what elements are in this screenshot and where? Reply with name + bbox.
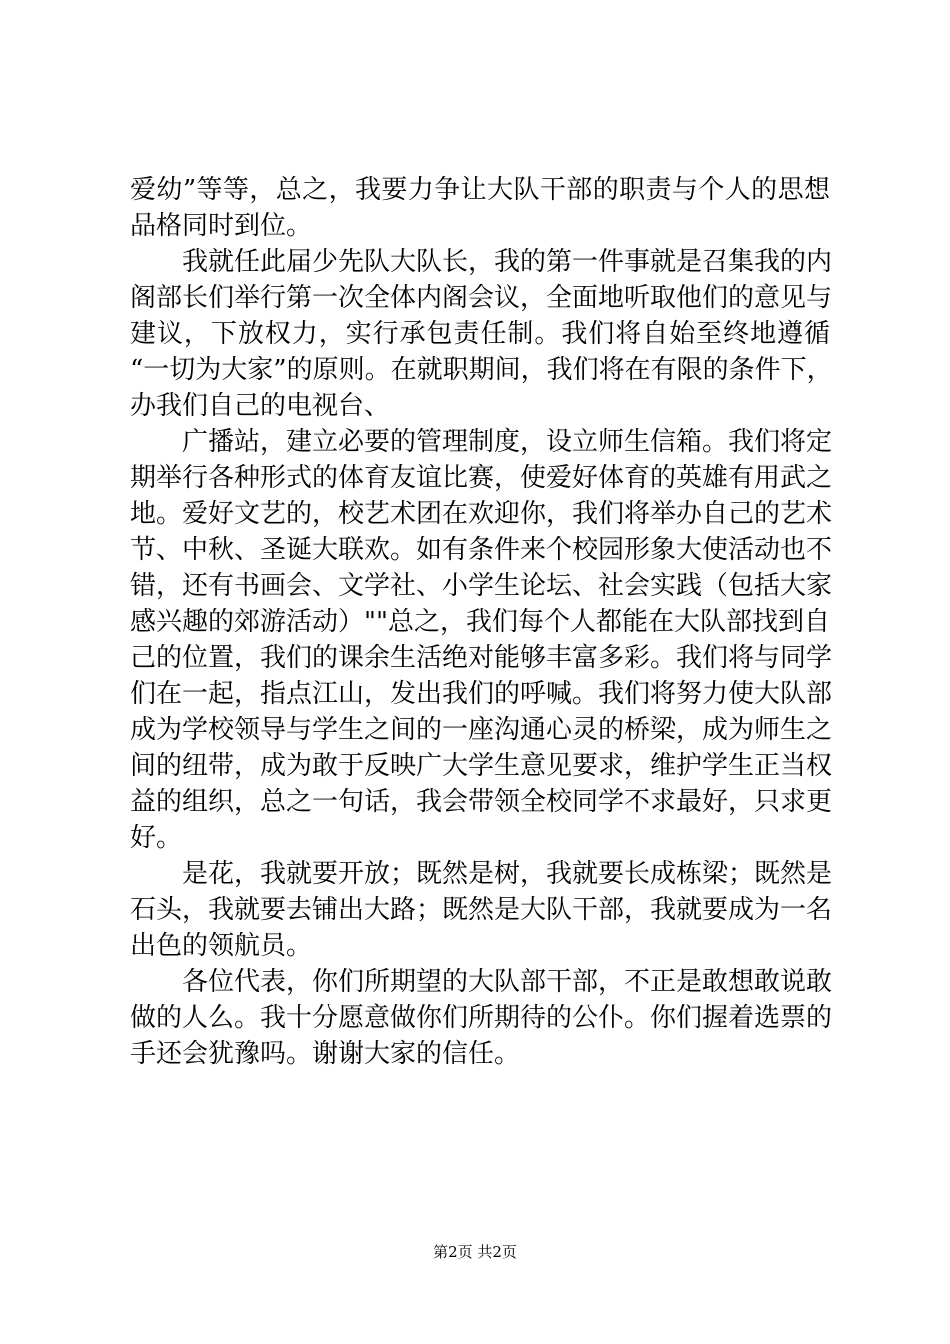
text-line: 们在一起，指点江山，发出我们的呼喊。我们将努力使大队部 — [130, 679, 833, 709]
text-line: 建议，下放权力，实行承包责任制。我们将自始至终地遵循 — [130, 319, 830, 349]
text-line: 阁部长们举行第一次全体内阁会议，全面地听取他们的意见与 — [130, 283, 833, 313]
text-line: 错，还有书画会、文学社、小学生论坛、社会实践（包括大家 — [130, 571, 833, 601]
text-line: 地。爱好文艺的，校艺术团在欢迎你，我们将举办自己的艺术 — [130, 499, 833, 529]
text-line: 己的位置，我们的课余生活绝对能够丰富多彩。我们将与同学 — [130, 643, 833, 673]
text-line: 品格同时到位。 — [130, 211, 313, 241]
text-line: 石头，我就要去铺出大路；既然是大队干部，我就要成为一名 — [130, 895, 833, 925]
text-line: 成为学校领导与学生之间的一座沟通心灵的桥梁，成为师生之 — [130, 715, 833, 745]
page-number-footer: 第2页 共2页 — [433, 1243, 517, 1261]
text-line: 爱幼”等等，总之，我要力争让大队干部的职责与个人的思想 — [130, 175, 830, 205]
text-line: 广播站，建立必要的管理制度，设立师生信箱。我们将定 — [182, 427, 833, 457]
text-line: 间的纽带，成为敢于反映广大学生意见要求，维护学生正当权 — [130, 751, 833, 781]
paragraph-4 — [130, 856, 833, 964]
text-line: 手还会犹豫吗。谢谢大家的信任。 — [130, 1039, 521, 1069]
text-line: 我就任此届少先队大队长，我的第一件事就是召集我的内 — [182, 247, 833, 277]
text-line: 好。 — [130, 823, 183, 853]
text-line: 做的人么。我十分愿意做你们所期待的公仆。你们握着选票的 — [130, 1003, 833, 1033]
paragraph-3 — [130, 424, 833, 856]
text-line: 益的组织，总之一句话，我会带领全校同学不求最好，只求更 — [130, 787, 833, 817]
document-body — [130, 172, 833, 1072]
text-line: 是花，我就要开放；既然是树，我就要长成栋梁；既然是 — [182, 859, 833, 889]
paragraph-5 — [130, 964, 833, 1072]
text-line: 期举行各种形式的体育友谊比赛，使爱好体育的英雄有用武之 — [130, 463, 833, 493]
paragraph-1 — [130, 172, 830, 244]
text-line: 各位代表，你们所期望的大队部干部，不正是敢想敢说敢 — [182, 967, 833, 997]
text-line: 节、中秋、圣诞大联欢。如有条件来个校园形象大使活动也不 — [130, 535, 833, 565]
paragraph-2 — [130, 244, 833, 424]
text-line: 感兴趣的郊游活动）""总之，我们每个人都能在大队部找到自 — [130, 607, 830, 637]
text-line: 出色的领航员。 — [130, 931, 313, 961]
text-line: 办我们自己的电视台、 — [130, 391, 391, 421]
text-line: “一切为大家”的原则。在就职期间，我们将在有限的条件下， — [130, 355, 833, 385]
